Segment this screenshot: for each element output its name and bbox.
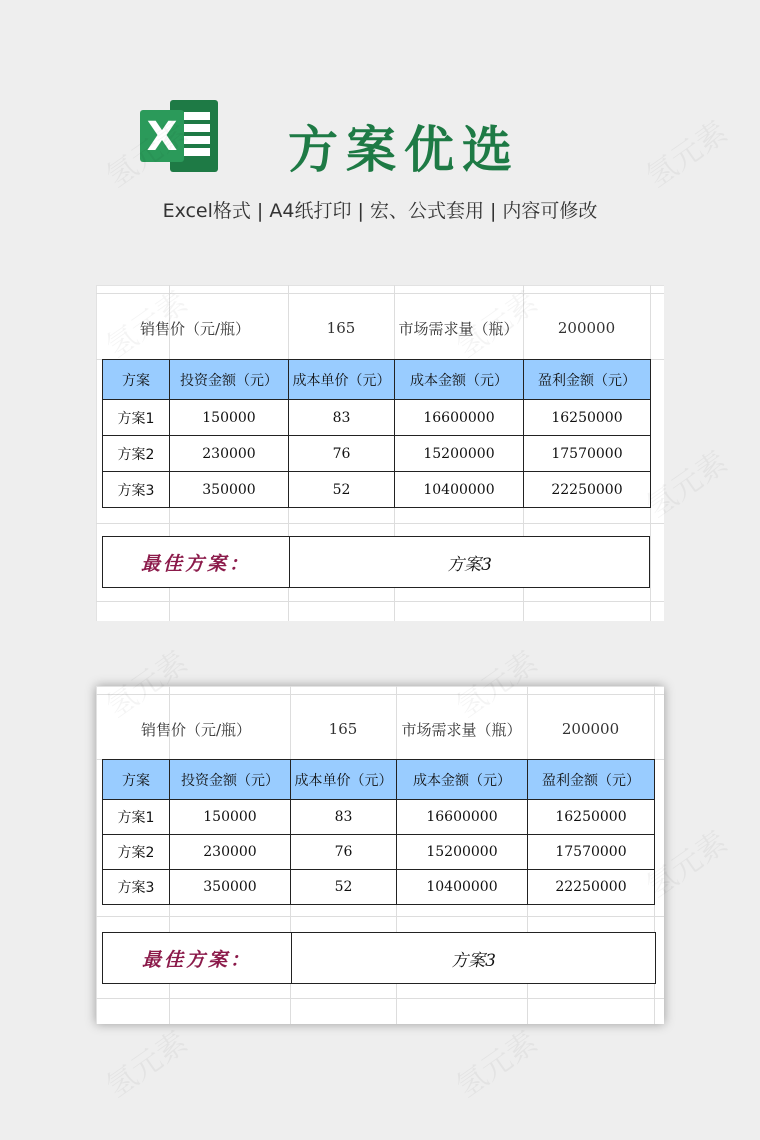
table-cell: 52 [291, 870, 397, 905]
table-cell: 方案2 [103, 436, 170, 472]
table-row [103, 400, 651, 436]
best-plan-value: 方案3 [447, 554, 492, 575]
table-cell: 230000 [170, 436, 289, 472]
watermark-text [446, 1018, 545, 1106]
table-cell: 16600000 [397, 800, 528, 835]
page-title: 方案优选 [288, 121, 520, 179]
best-plan-box [102, 536, 650, 588]
demand-label: 市场需求量（瓶） [401, 720, 522, 739]
table-cell: 16250000 [528, 800, 655, 835]
price-label: 销售价（元/瓶） [139, 319, 251, 338]
col-header: 成本单价（元） [291, 760, 397, 800]
best-plan-label: 最佳方案： [103, 537, 290, 587]
table-cell: 16250000 [524, 400, 651, 436]
table-cell: 230000 [170, 835, 291, 870]
table-cell: 15200000 [395, 436, 524, 472]
info-row [96, 708, 664, 750]
table-row [103, 835, 655, 870]
col-header: 成本单价（元） [289, 360, 395, 400]
table-cell: 83 [291, 800, 397, 835]
col-header: 方案 [103, 760, 170, 800]
table-cell: 150000 [170, 400, 289, 436]
demand-label: 市场需求量（瓶） [398, 319, 519, 338]
table-cell: 76 [291, 835, 397, 870]
info-row [96, 307, 664, 349]
sheet-preview-2 [96, 686, 664, 1024]
price-label: 销售价（元/瓶） [140, 720, 252, 739]
table-cell: 16600000 [395, 400, 524, 436]
table-cell: 15200000 [397, 835, 528, 870]
table-cell: 350000 [170, 870, 291, 905]
header [0, 0, 760, 260]
price-value: 165 [326, 319, 356, 337]
table-cell: 22250000 [524, 472, 651, 508]
table-cell: 方案3 [103, 472, 170, 508]
table-cell: 10400000 [395, 472, 524, 508]
col-header: 成本金额（元） [397, 760, 528, 800]
best-plan-value: 方案3 [451, 950, 496, 971]
col-header: 方案 [103, 360, 170, 400]
col-header: 盈利金额（元） [528, 760, 655, 800]
table-cell: 350000 [170, 472, 289, 508]
table-cell: 方案3 [103, 870, 170, 905]
col-header: 投资金额（元） [170, 760, 291, 800]
excel-logo-icon [140, 98, 220, 174]
table-cell: 22250000 [528, 870, 655, 905]
price-value: 165 [328, 720, 358, 738]
table-cell: 方案2 [103, 835, 170, 870]
page-subtitle: Excel格式 | A4纸打印 | 宏、公式套用 | 内容可修改 [162, 200, 598, 222]
col-header: 成本金额（元） [395, 360, 524, 400]
demand-value: 200000 [561, 720, 620, 738]
table-row [103, 800, 655, 835]
logo-letter: X [146, 114, 178, 160]
table-cell: 83 [289, 400, 395, 436]
table-header-row [103, 360, 651, 400]
table-cell: 方案1 [103, 400, 170, 436]
table-cell: 10400000 [397, 870, 528, 905]
table-cell: 52 [289, 472, 395, 508]
watermark-text [96, 1018, 195, 1106]
plans-table [102, 759, 655, 905]
table-cell: 76 [289, 436, 395, 472]
table-header-row [103, 760, 655, 800]
best-plan-label: 最佳方案： [103, 933, 292, 983]
demand-value: 200000 [557, 319, 616, 337]
plans-table [102, 359, 651, 508]
table-row [103, 472, 651, 508]
best-plan-box [102, 932, 656, 984]
table-cell: 方案1 [103, 800, 170, 835]
table-row [103, 870, 655, 905]
table-row [103, 436, 651, 472]
sheet-preview-1 [96, 285, 664, 621]
table-cell: 17570000 [524, 436, 651, 472]
col-header: 投资金额（元） [170, 360, 289, 400]
col-header: 盈利金额（元） [524, 360, 651, 400]
table-cell: 150000 [170, 800, 291, 835]
table-cell: 17570000 [528, 835, 655, 870]
